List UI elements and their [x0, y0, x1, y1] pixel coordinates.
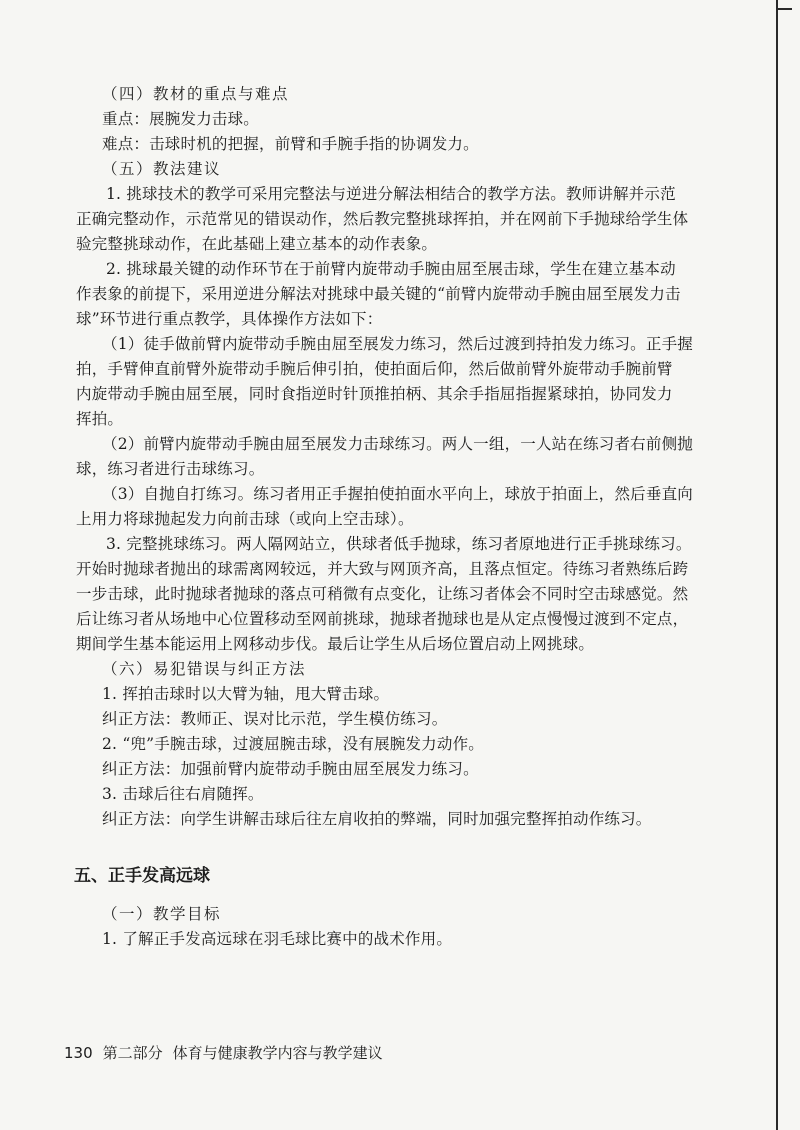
paragraph-line: 后让练习者从场地中心位置移动至网前挑球，抛球者抛球也是从定点慢慢过渡到不定点， — [76, 610, 689, 628]
error-correction-line: 3. 击球后往右肩随挥。 — [102, 785, 264, 803]
paragraph-line: 球，练习者进行击球练习。 — [76, 460, 265, 478]
paragraph-line: 1. 挑球技术的教学可采用完整法与逆进分解法相结合的教学方法。教师讲解并示范 — [106, 185, 676, 203]
error-correction-line: 纠正方法：教师正、误对比示范，学生模仿练习。 — [102, 710, 448, 728]
key-point-text: 重点：展腕发力击球。 — [102, 110, 260, 128]
paragraph-line: 3. 完整挑球练习。两人隔网站立，供球者低手抛球，练习者原地进行正手挑球练习。 — [106, 535, 692, 553]
page-number: 130 — [64, 1044, 93, 1062]
error-correction-line: 2. “兜”手腕击球，过渡屈腕击球，没有展腕发力动作。 — [102, 735, 484, 753]
page-edge-tick — [776, 8, 792, 10]
paragraph-line: 2. 挑球最关键的动作环节在于前臂内旋带动手腕由屈至展击球，学生在建立基本动 — [106, 260, 676, 278]
difficulty-text: 难点：击球时机的把握，前臂和手腕手指的协调发力。 — [102, 135, 479, 153]
paragraph-line: 拍，手臂伸直前臂外旋带动手腕后伸引拍，使拍面后仰，然后做前臂外旋带动手腕前臂 — [76, 360, 673, 378]
section-heading-teaching-goals: （一）教学目标 — [102, 905, 222, 923]
section-heading-key-points: （四）教材的重点与难点 — [102, 85, 290, 103]
paragraph-line: （1）徒手做前臂内旋带动手腕由屈至展发力练习，然后过渡到持拍发力练习。正手握 — [102, 335, 693, 353]
paragraph-line: 球”环节进行重点教学，具体操作方法如下： — [76, 310, 383, 328]
part-label: 第二部分 — [102, 1044, 163, 1062]
error-correction-line: 纠正方法：加强前臂内旋带动手腕由屈至展发力练习。 — [102, 760, 479, 778]
paragraph-line: （2）前臂内旋带动手腕由屈至展发力击球练习。两人一组，一人站在练习者右前侧抛 — [102, 435, 693, 453]
error-correction-line: 1. 挥拍击球时以大臂为轴，甩大臂击球。 — [102, 685, 390, 703]
page-edge-line — [776, 0, 778, 1130]
paragraph-line: 正确完整动作，示范常见的错误动作，然后教完整挑球挥拍，并在网前下手抛球给学生体 — [76, 210, 689, 228]
section-heading-teaching-suggestions: （五）教法建议 — [102, 160, 222, 178]
chapter-title: 五、正手发高远球 — [74, 866, 210, 886]
part-title: 体育与健康教学内容与教学建议 — [172, 1044, 383, 1062]
common-errors-body — [76, 682, 726, 832]
paragraph-line: 挥拍。 — [76, 410, 124, 428]
error-correction-line: 纠正方法：向学生讲解击球后往左肩收拍的弊端，同时加强完整挥拍动作练习。 — [102, 810, 652, 828]
section-heading-common-errors: （六）易犯错误与纠正方法 — [102, 660, 307, 678]
paragraph-line: 期间学生基本能运用上网移动步伐。最后让学生从后场位置启动上网挑球。 — [76, 635, 595, 653]
paragraph-line: 上用力将球抛起发力向前击球（或向上空击球）。 — [76, 510, 414, 528]
paragraph-line: 作表象的前提下，采用逆进分解法对挑球中最关键的“前臂内旋带动手腕由屈至展发力击 — [76, 285, 681, 303]
page-content — [76, 82, 726, 952]
paragraph-line: 开始时抛球者抛出的球需离网较远，并大致与网顶齐高，且落点恒定。待练习者熟练后跨 — [76, 560, 689, 578]
paragraph-line: 验完整挑球动作，在此基础上建立基本的动作表象。 — [76, 235, 438, 253]
teaching-goal-line: 1. 了解正手发高远球在羽毛球比赛中的战术作用。 — [102, 930, 453, 948]
paragraph-line: （3）自抛自打练习。练习者用正手握拍使拍面水平向上，球放于拍面上，然后垂直向 — [102, 485, 693, 503]
paragraph-line: 一步击球，此时抛球者抛球的落点可稍微有点变化，让练习者体会不同时空击球感觉。然 — [76, 585, 689, 603]
page-footer — [64, 1042, 393, 1063]
paragraph-line: 内旋带动手腕由屈至展，同时食指逆时针顶推拍柄、其余手指屈指握紧球拍，协同发力 — [76, 385, 673, 403]
teaching-suggestions-body — [76, 182, 726, 657]
